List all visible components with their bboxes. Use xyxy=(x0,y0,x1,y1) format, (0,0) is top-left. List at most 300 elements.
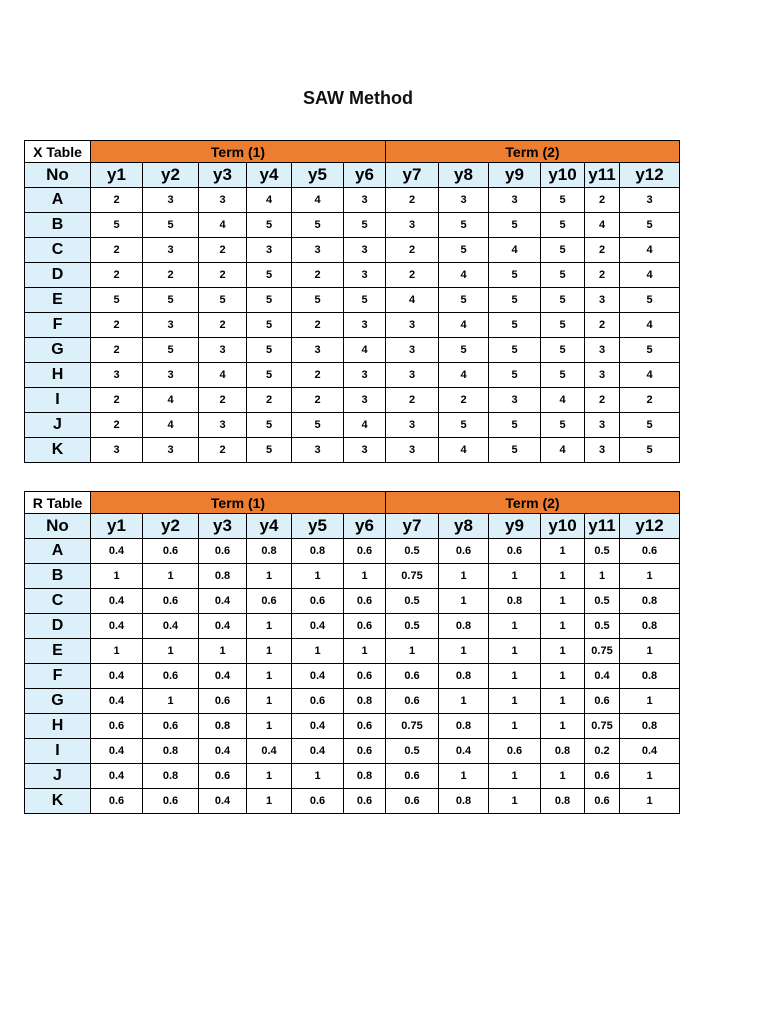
cell-value: 0.4 xyxy=(91,739,143,764)
cell-value: 1 xyxy=(489,714,541,739)
cell-value: 2 xyxy=(91,338,143,363)
cell-value: 0.6 xyxy=(344,714,386,739)
term-header-1: Term (1) xyxy=(91,492,386,514)
table-row xyxy=(25,338,680,363)
cell-value: 5 xyxy=(439,288,489,313)
cell-value: 0.8 xyxy=(620,614,680,639)
cell-value: 3 xyxy=(344,388,386,413)
cell-value: 5 xyxy=(489,313,541,338)
cell-value: 0.4 xyxy=(439,739,489,764)
cell-value: 0.6 xyxy=(620,539,680,564)
row-label: E xyxy=(25,288,91,313)
row-label: H xyxy=(25,714,91,739)
cell-value: 0.6 xyxy=(91,789,143,814)
cell-value: 0.4 xyxy=(199,614,247,639)
cell-value: 3 xyxy=(91,438,143,463)
row-label: J xyxy=(25,764,91,789)
cell-value: 1 xyxy=(143,639,199,664)
cell-value: 0.6 xyxy=(585,689,620,714)
cell-value: 5 xyxy=(143,288,199,313)
column-header-y2: y2 xyxy=(143,514,199,539)
no-header: No xyxy=(25,163,91,188)
cell-value: 2 xyxy=(199,388,247,413)
row-label: B xyxy=(25,213,91,238)
cell-value: 5 xyxy=(247,413,292,438)
cell-value: 1 xyxy=(541,589,585,614)
column-header-y4: y4 xyxy=(247,163,292,188)
cell-value: 5 xyxy=(541,288,585,313)
cell-value: 0.8 xyxy=(439,714,489,739)
cell-value: 5 xyxy=(489,363,541,388)
cell-value: 3 xyxy=(386,363,439,388)
row-label: F xyxy=(25,313,91,338)
cell-value: 1 xyxy=(620,689,680,714)
cell-value: 1 xyxy=(247,689,292,714)
cell-value: 0.5 xyxy=(386,589,439,614)
cell-value: 1 xyxy=(344,639,386,664)
cell-value: 1 xyxy=(541,564,585,589)
no-header: No xyxy=(25,514,91,539)
cell-value: 0.4 xyxy=(292,664,344,689)
cell-value: 2 xyxy=(585,263,620,288)
cell-value: 0.4 xyxy=(91,664,143,689)
table-row xyxy=(25,564,680,589)
cell-value: 0.6 xyxy=(585,764,620,789)
cell-value: 0.8 xyxy=(247,539,292,564)
cell-value: 3 xyxy=(344,313,386,338)
cell-value: 0.6 xyxy=(199,539,247,564)
column-header-y8: y8 xyxy=(439,514,489,539)
cell-value: 2 xyxy=(386,388,439,413)
column-header-y8: y8 xyxy=(439,163,489,188)
cell-value: 2 xyxy=(91,388,143,413)
cell-value: 3 xyxy=(199,338,247,363)
cell-value: 1 xyxy=(489,639,541,664)
cell-value: 3 xyxy=(344,363,386,388)
table-label: R Table xyxy=(25,492,91,514)
cell-value: 5 xyxy=(541,363,585,388)
cell-value: 5 xyxy=(620,338,680,363)
cell-value: 5 xyxy=(247,288,292,313)
cell-value: 0.4 xyxy=(91,689,143,714)
cell-value: 0.6 xyxy=(143,789,199,814)
cell-value: 4 xyxy=(620,238,680,263)
cell-value: 2 xyxy=(91,313,143,338)
cell-value: 3 xyxy=(585,438,620,463)
cell-value: 2 xyxy=(91,238,143,263)
cell-value: 5 xyxy=(292,213,344,238)
cell-value: 0.75 xyxy=(585,639,620,664)
cell-value: 0.6 xyxy=(199,689,247,714)
cell-value: 0.8 xyxy=(620,664,680,689)
cell-value: 4 xyxy=(143,413,199,438)
cell-value: 5 xyxy=(439,213,489,238)
table-row xyxy=(25,539,680,564)
cell-value: 5 xyxy=(541,188,585,213)
cell-value: 4 xyxy=(439,263,489,288)
cell-value: 5 xyxy=(620,413,680,438)
cell-value: 2 xyxy=(620,388,680,413)
cell-value: 0.5 xyxy=(386,739,439,764)
table-row xyxy=(25,288,680,313)
cell-value: 0.4 xyxy=(292,739,344,764)
cell-value: 5 xyxy=(91,213,143,238)
cell-value: 1 xyxy=(439,589,489,614)
cell-value: 1 xyxy=(541,539,585,564)
table-row xyxy=(25,363,680,388)
cell-value: 4 xyxy=(620,313,680,338)
cell-value: 0.6 xyxy=(585,789,620,814)
cell-value: 3 xyxy=(143,238,199,263)
cell-value: 1 xyxy=(489,664,541,689)
cell-value: 5 xyxy=(344,213,386,238)
cell-value: 4 xyxy=(585,213,620,238)
cell-value: 5 xyxy=(91,288,143,313)
cell-value: 3 xyxy=(439,188,489,213)
cell-value: 5 xyxy=(541,213,585,238)
cell-value: 5 xyxy=(489,213,541,238)
cell-value: 1 xyxy=(489,564,541,589)
cell-value: 0.6 xyxy=(344,614,386,639)
cell-value: 0.6 xyxy=(344,789,386,814)
table-row xyxy=(25,614,680,639)
cell-value: 2 xyxy=(585,313,620,338)
cell-value: 1 xyxy=(91,639,143,664)
cell-value: 0.8 xyxy=(439,664,489,689)
cell-value: 3 xyxy=(386,313,439,338)
cell-value: 5 xyxy=(541,338,585,363)
row-label: G xyxy=(25,338,91,363)
cell-value: 1 xyxy=(247,789,292,814)
cell-value: 2 xyxy=(91,188,143,213)
row-label: K xyxy=(25,789,91,814)
cell-value: 1 xyxy=(292,564,344,589)
cell-value: 0.75 xyxy=(585,714,620,739)
cell-value: 4 xyxy=(247,188,292,213)
cell-value: 2 xyxy=(199,238,247,263)
cell-value: 0.8 xyxy=(143,764,199,789)
cell-value: 4 xyxy=(439,363,489,388)
column-header-y3: y3 xyxy=(199,163,247,188)
cell-value: 0.6 xyxy=(292,589,344,614)
table-row xyxy=(25,714,680,739)
cell-value: 0.6 xyxy=(344,539,386,564)
cell-value: 0.4 xyxy=(91,764,143,789)
cell-value: 0.6 xyxy=(489,539,541,564)
column-header-y6: y6 xyxy=(344,514,386,539)
cell-value: 5 xyxy=(439,413,489,438)
cell-value: 0.8 xyxy=(199,714,247,739)
cell-value: 3 xyxy=(386,438,439,463)
cell-value: 2 xyxy=(292,363,344,388)
column-header-y1: y1 xyxy=(91,163,143,188)
cell-value: 5 xyxy=(247,263,292,288)
row-label: I xyxy=(25,388,91,413)
column-header-y7: y7 xyxy=(386,163,439,188)
cell-value: 1 xyxy=(620,639,680,664)
cell-value: 0.8 xyxy=(199,564,247,589)
table-row xyxy=(25,689,680,714)
cell-value: 2 xyxy=(91,263,143,288)
cell-value: 5 xyxy=(247,313,292,338)
cell-value: 1 xyxy=(620,564,680,589)
cell-value: 0.6 xyxy=(91,714,143,739)
cell-value: 5 xyxy=(541,238,585,263)
cell-value: 4 xyxy=(199,213,247,238)
table-row xyxy=(25,739,680,764)
cell-value: 5 xyxy=(247,363,292,388)
cell-value: 2 xyxy=(386,238,439,263)
cell-value: 5 xyxy=(489,438,541,463)
cell-value: 3 xyxy=(344,263,386,288)
cell-value: 3 xyxy=(585,338,620,363)
cell-value: 1 xyxy=(489,764,541,789)
cell-value: 0.5 xyxy=(386,539,439,564)
cell-value: 0.4 xyxy=(199,589,247,614)
cell-value: 3 xyxy=(585,288,620,313)
cell-value: 5 xyxy=(247,213,292,238)
cell-value: 4 xyxy=(541,388,585,413)
cell-value: 0.75 xyxy=(386,564,439,589)
table-row xyxy=(25,213,680,238)
row-label: C xyxy=(25,589,91,614)
r-table xyxy=(24,491,680,814)
cell-value: 0.6 xyxy=(143,714,199,739)
cell-value: 5 xyxy=(620,288,680,313)
cell-value: 3 xyxy=(91,363,143,388)
cell-value: 0.8 xyxy=(292,539,344,564)
cell-value: 5 xyxy=(199,288,247,313)
table-row xyxy=(25,789,680,814)
cell-value: 5 xyxy=(439,238,489,263)
page-title: SAW Method xyxy=(303,88,413,108)
cell-value: 0.2 xyxy=(585,739,620,764)
row-label: D xyxy=(25,263,91,288)
cell-value: 0.5 xyxy=(585,614,620,639)
table-row xyxy=(25,188,680,213)
cell-value: 3 xyxy=(386,338,439,363)
column-header-y5: y5 xyxy=(292,514,344,539)
cell-value: 0.5 xyxy=(386,614,439,639)
cell-value: 5 xyxy=(541,263,585,288)
cell-value: 3 xyxy=(143,438,199,463)
cell-value: 2 xyxy=(292,263,344,288)
cell-value: 0.8 xyxy=(620,589,680,614)
cell-value: 0.8 xyxy=(344,764,386,789)
cell-value: 0.4 xyxy=(247,739,292,764)
cell-value: 5 xyxy=(620,438,680,463)
cell-value: 2 xyxy=(247,388,292,413)
cell-value: 0.6 xyxy=(247,589,292,614)
cell-value: 1 xyxy=(541,639,585,664)
cell-value: 0.4 xyxy=(91,614,143,639)
cell-value: 4 xyxy=(620,263,680,288)
cell-value: 1 xyxy=(585,564,620,589)
cell-value: 5 xyxy=(541,313,585,338)
cell-value: 4 xyxy=(489,238,541,263)
cell-value: 0.4 xyxy=(292,614,344,639)
cell-value: 2 xyxy=(386,263,439,288)
cell-value: 1 xyxy=(247,664,292,689)
cell-value: 1 xyxy=(247,764,292,789)
cell-value: 3 xyxy=(199,188,247,213)
cell-value: 0.4 xyxy=(620,739,680,764)
cell-value: 0.8 xyxy=(620,714,680,739)
cell-value: 3 xyxy=(143,188,199,213)
cell-value: 2 xyxy=(91,413,143,438)
cell-value: 5 xyxy=(247,438,292,463)
cell-value: 1 xyxy=(541,614,585,639)
cell-value: 1 xyxy=(247,639,292,664)
cell-value: 4 xyxy=(541,438,585,463)
cell-value: 5 xyxy=(439,338,489,363)
cell-value: 4 xyxy=(620,363,680,388)
cell-value: 0.6 xyxy=(489,739,541,764)
row-label: A xyxy=(25,539,91,564)
column-header-y3: y3 xyxy=(199,514,247,539)
cell-value: 0.75 xyxy=(386,714,439,739)
cell-value: 1 xyxy=(541,689,585,714)
cell-value: 3 xyxy=(143,363,199,388)
cell-value: 1 xyxy=(439,689,489,714)
cell-value: 0.4 xyxy=(91,589,143,614)
cell-value: 3 xyxy=(489,388,541,413)
cell-value: 2 xyxy=(199,438,247,463)
column-header-y10: y10 xyxy=(541,163,585,188)
cell-value: 5 xyxy=(143,338,199,363)
cell-value: 1 xyxy=(439,639,489,664)
row-label: B xyxy=(25,564,91,589)
cell-value: 4 xyxy=(439,438,489,463)
cell-value: 1 xyxy=(292,764,344,789)
cell-value: 3 xyxy=(585,363,620,388)
cell-value: 3 xyxy=(386,213,439,238)
column-header-y2: y2 xyxy=(143,163,199,188)
term-header-2: Term (2) xyxy=(386,492,680,514)
cell-value: 2 xyxy=(439,388,489,413)
table-row xyxy=(25,313,680,338)
cell-value: 0.4 xyxy=(199,789,247,814)
cell-value: 3 xyxy=(344,438,386,463)
cell-value: 0.4 xyxy=(585,664,620,689)
cell-value: 1 xyxy=(199,639,247,664)
cell-value: 2 xyxy=(143,263,199,288)
column-header-y11: y11 xyxy=(585,163,620,188)
row-label: D xyxy=(25,614,91,639)
column-header-y9: y9 xyxy=(489,163,541,188)
cell-value: 0.8 xyxy=(344,689,386,714)
cell-value: 3 xyxy=(585,413,620,438)
cell-value: 3 xyxy=(344,188,386,213)
cell-value: 0.6 xyxy=(439,539,489,564)
table-row xyxy=(25,589,680,614)
cell-value: 0.6 xyxy=(344,664,386,689)
cell-value: 3 xyxy=(292,438,344,463)
cell-value: 1 xyxy=(91,564,143,589)
cell-value: 1 xyxy=(620,764,680,789)
cell-value: 3 xyxy=(620,188,680,213)
cell-value: 4 xyxy=(439,313,489,338)
cell-value: 1 xyxy=(247,714,292,739)
cell-value: 1 xyxy=(439,564,489,589)
cell-value: 3 xyxy=(199,413,247,438)
table-row xyxy=(25,664,680,689)
cell-value: 0.6 xyxy=(386,689,439,714)
cell-value: 2 xyxy=(292,388,344,413)
row-label: E xyxy=(25,639,91,664)
cell-value: 0.8 xyxy=(541,789,585,814)
cell-value: 0.6 xyxy=(386,764,439,789)
cell-value: 0.8 xyxy=(439,614,489,639)
row-label: H xyxy=(25,363,91,388)
cell-value: 0.6 xyxy=(143,664,199,689)
row-label: C xyxy=(25,238,91,263)
cell-value: 1 xyxy=(489,614,541,639)
cell-value: 5 xyxy=(489,263,541,288)
cell-value: 4 xyxy=(344,338,386,363)
cell-value: 1 xyxy=(143,689,199,714)
cell-value: 3 xyxy=(489,188,541,213)
column-header-y9: y9 xyxy=(489,514,541,539)
cell-value: 0.4 xyxy=(292,714,344,739)
cell-value: 1 xyxy=(489,789,541,814)
table-row xyxy=(25,764,680,789)
cell-value: 5 xyxy=(489,413,541,438)
column-header-y12: y12 xyxy=(620,163,680,188)
cell-value: 3 xyxy=(247,238,292,263)
column-header-y12: y12 xyxy=(620,514,680,539)
table-row xyxy=(25,238,680,263)
cell-value: 5 xyxy=(292,413,344,438)
cell-value: 1 xyxy=(439,764,489,789)
cell-value: 0.4 xyxy=(91,539,143,564)
cell-value: 5 xyxy=(247,338,292,363)
cell-value: 5 xyxy=(541,413,585,438)
cell-value: 3 xyxy=(344,238,386,263)
row-label: K xyxy=(25,438,91,463)
cell-value: 0.5 xyxy=(585,589,620,614)
cell-value: 0.6 xyxy=(386,789,439,814)
cell-value: 2 xyxy=(199,263,247,288)
cell-value: 1 xyxy=(247,564,292,589)
column-header-y6: y6 xyxy=(344,163,386,188)
row-label: A xyxy=(25,188,91,213)
column-header-y1: y1 xyxy=(91,514,143,539)
table-row xyxy=(25,438,680,463)
cell-value: 2 xyxy=(585,238,620,263)
cell-value: 5 xyxy=(292,288,344,313)
cell-value: 4 xyxy=(199,363,247,388)
cell-value: 2 xyxy=(199,313,247,338)
cell-value: 1 xyxy=(247,614,292,639)
cell-value: 1 xyxy=(344,564,386,589)
cell-value: 1 xyxy=(541,764,585,789)
x-table xyxy=(24,140,680,463)
cell-value: 2 xyxy=(292,313,344,338)
column-header-y4: y4 xyxy=(247,514,292,539)
cell-value: 0.6 xyxy=(344,739,386,764)
table-row xyxy=(25,388,680,413)
cell-value: 1 xyxy=(292,639,344,664)
table-label: X Table xyxy=(25,141,91,163)
cell-value: 1 xyxy=(386,639,439,664)
row-label: J xyxy=(25,413,91,438)
column-header-y10: y10 xyxy=(541,514,585,539)
column-header-y5: y5 xyxy=(292,163,344,188)
cell-value: 2 xyxy=(386,188,439,213)
column-header-y11: y11 xyxy=(585,514,620,539)
cell-value: 1 xyxy=(541,714,585,739)
